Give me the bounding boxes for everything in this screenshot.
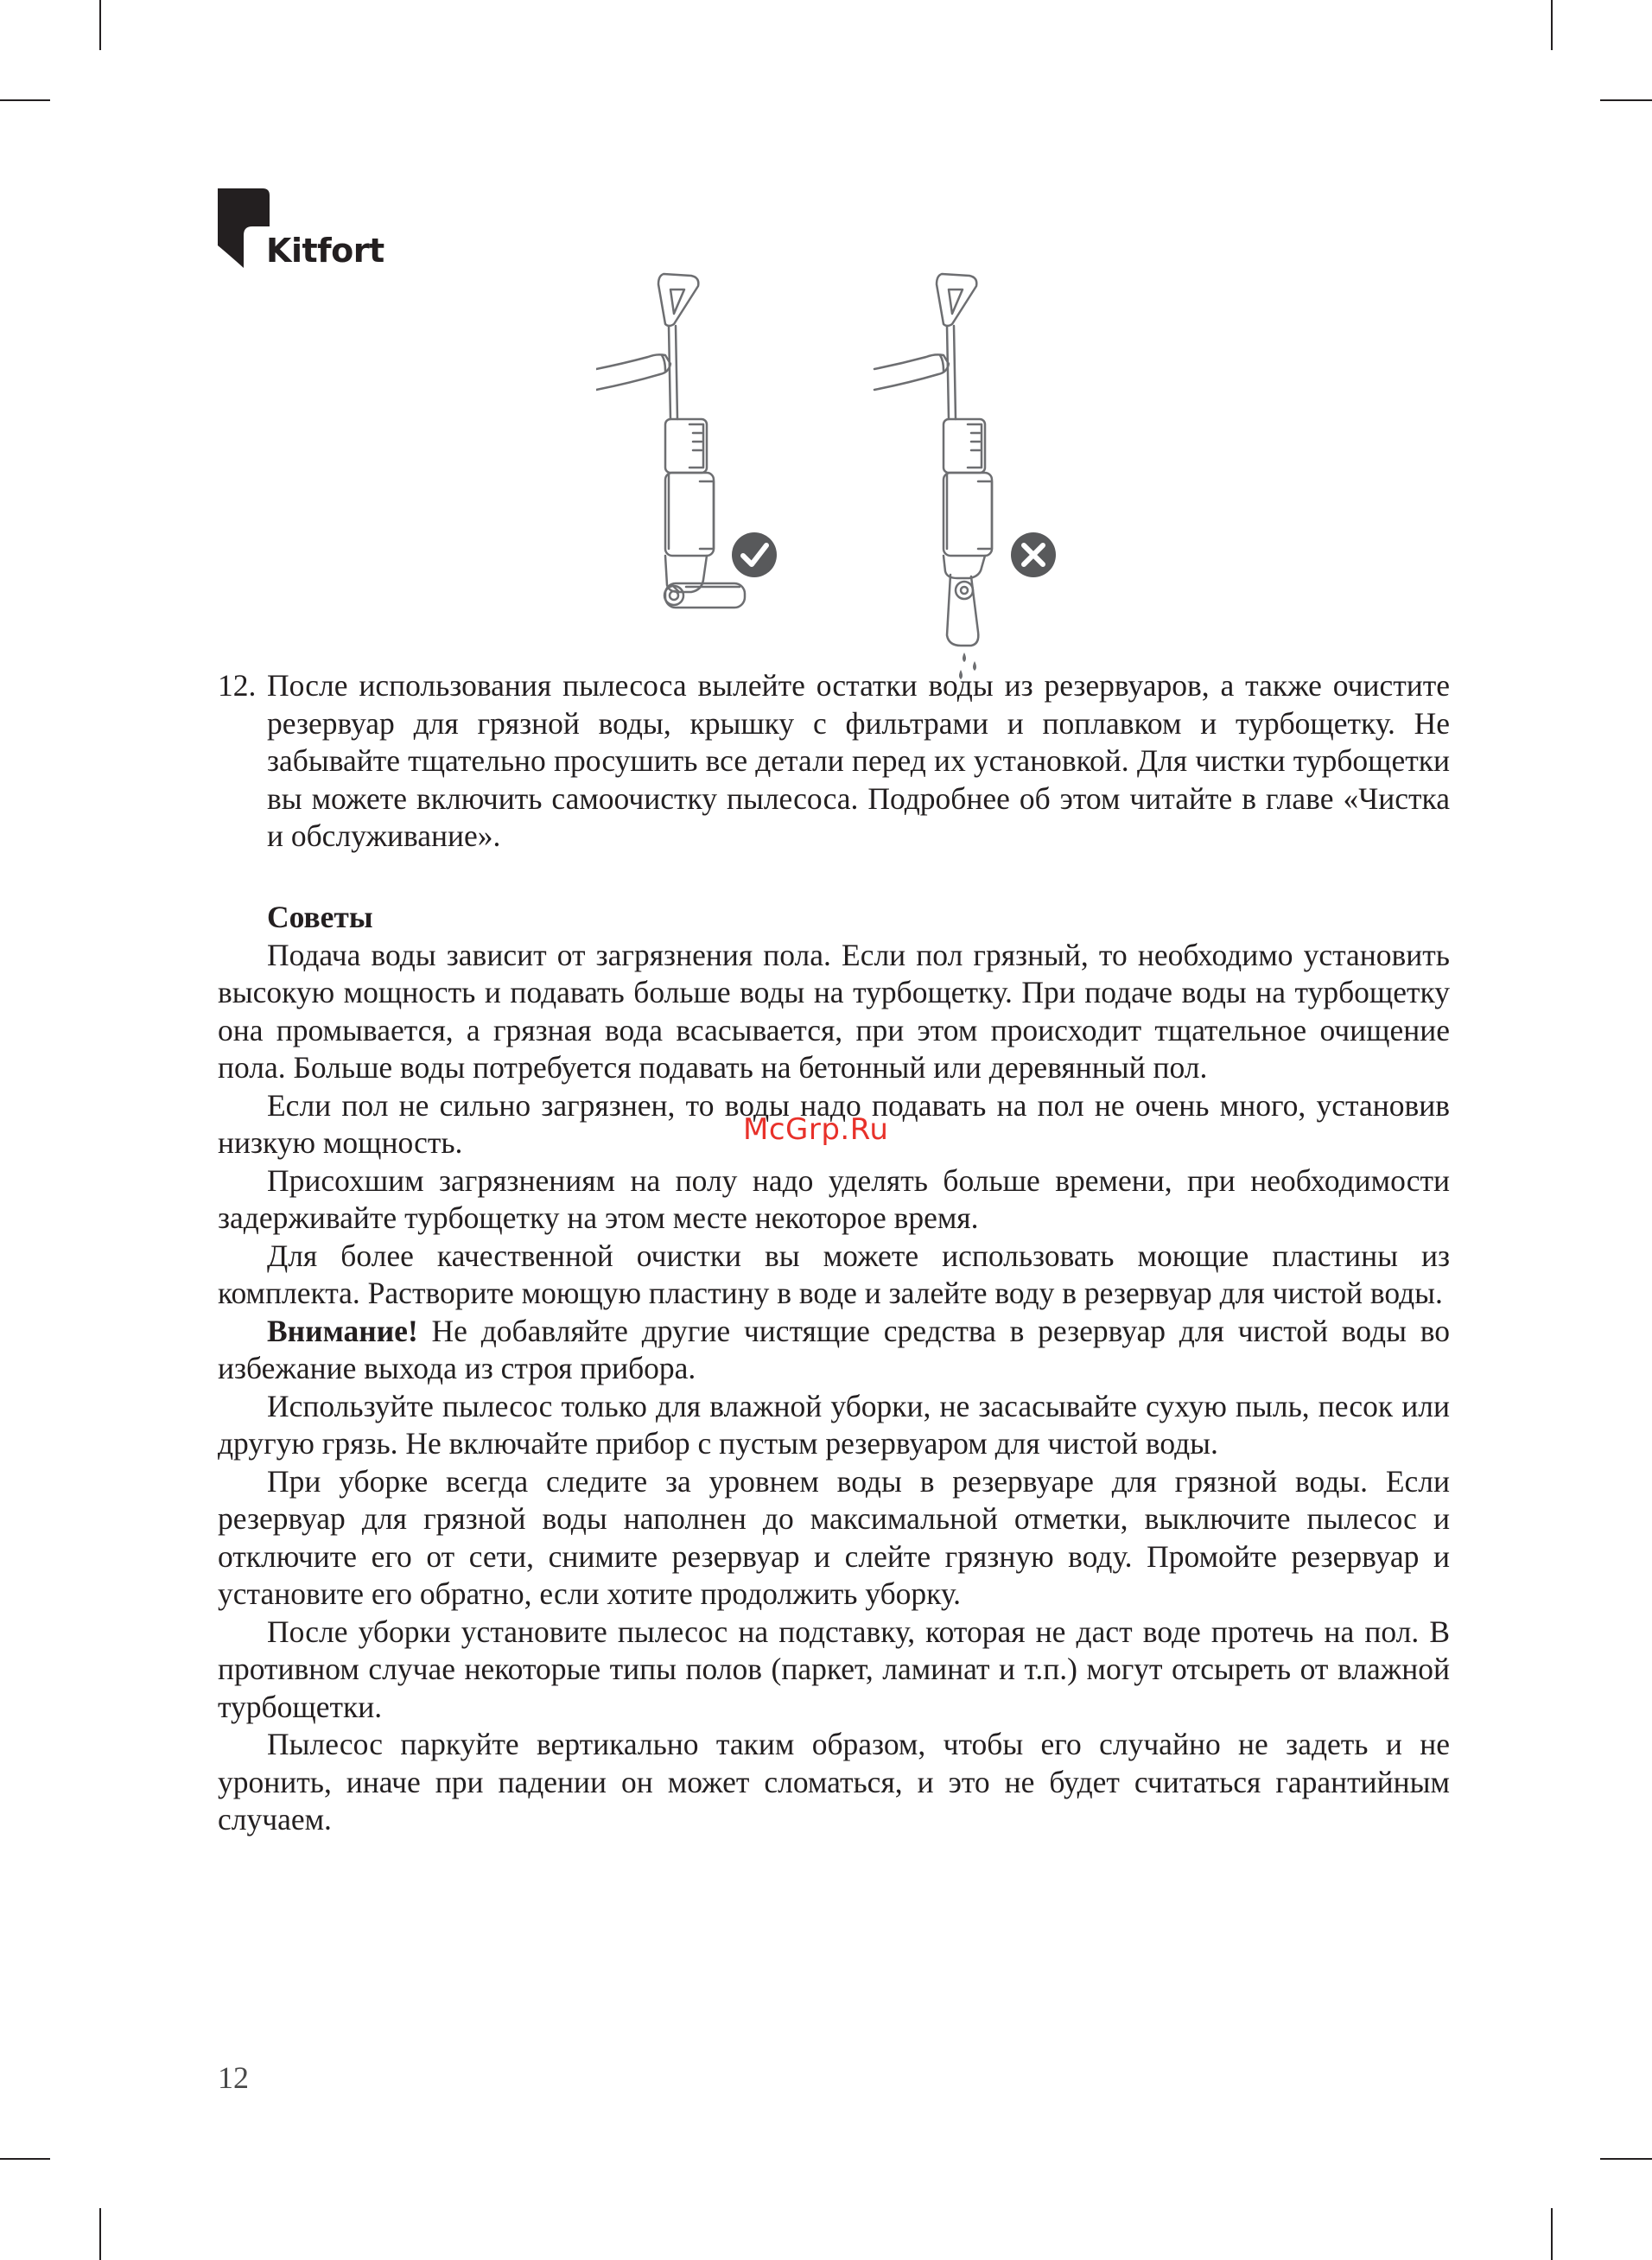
cross-icon [1011, 532, 1056, 577]
tips-paragraph: После уборки установите пылесос на подставку, которая не даст воде протечь на пол. В противном случае некоторые типы полов (паркет, ламинат и т.п.) могут отсыреть от влажной турбощетки. [218, 1614, 1450, 1724]
brand-name: Kitfort [266, 232, 384, 270]
item-text: После использования пылесоса вылейте остатки воды из резервуаров, а также очистите резервуар для грязной воды, крышку с фильтрами и поплавком и турбощетку. Не забывайте тщательно просушить все детали перед их установкой. Для чистки турбощетки вы можете включить самоочистку пылесоса. Подробнее об этом читайте в главе «Чистка и обслуживание». [267, 668, 1450, 853]
crop-mark [99, 2208, 101, 2260]
instruction-item-12 [218, 667, 1450, 856]
kitfort-logo-icon [218, 188, 270, 268]
crop-mark [0, 2158, 50, 2160]
tips-heading: Советы [267, 900, 373, 934]
tips-paragraph: Подача воды зависит от загрязнения пола. Если пол грязный, то необходимо установить высокую мощность и подавать больше воды на турбощетку. При подаче воды на турбощетку она промывается, а грязная вода всасывается, при этом происходит тщательное очищение пола. Больше воды потребуется подавать на бетонный или деревянный пол. [218, 937, 1450, 1085]
tips-paragraph: Если пол не сильно загрязнен, то воды надо подавать на пол не очень много, установив низкую мощность. [218, 1087, 1450, 1160]
tips-warning-paragraph [218, 1313, 1450, 1388]
page-number: 12 [218, 2060, 249, 2095]
item-number: 12. [218, 668, 257, 703]
crop-mark [99, 0, 101, 50]
tips-paragraph: Для более качественной очистки вы можете использовать моющие пластины из комплекта. Растворите моющую пластину в воде и залейте воду в резервуар для чистой воды. [218, 1238, 1450, 1310]
crop-mark [1551, 2208, 1553, 2260]
vacuum-lifted [874, 274, 992, 646]
tips-paragraph: Используйте пылесос только для влажной уборки, не засасывайте сухую пыль, песок или другую грязь. Не включайте прибор с пустым резервуаром для чистой воды. [218, 1388, 1450, 1461]
warning-text: Не добавляйте другие чистящие средства в резервуар для чистой воды во избежание выхода из строя прибора. [218, 1313, 1450, 1385]
crop-mark [1600, 99, 1652, 101]
warning-label: Внимание! [267, 1313, 418, 1348]
watermark: McGrp.Ru [743, 1112, 889, 1147]
vacuum-upright [596, 274, 745, 608]
vacuum-usage-illustration [596, 264, 1080, 687]
crop-mark [0, 99, 50, 101]
tips-section [218, 899, 1450, 1839]
crop-mark [1600, 2158, 1652, 2160]
brand-logo [218, 188, 391, 275]
check-icon [732, 532, 777, 577]
tips-paragraph: При уборке всегда следите за уровнем воды в резервуаре для грязной воды. Если резервуар для грязной воды наполнен до максимальной отметки, выключите пылесос и отключите его от сети, снимите резервуар и слейте грязную воду. Промойте резервуар и установите его обратно, если хотите продолжить уборку. [218, 1463, 1450, 1611]
crop-mark [1551, 0, 1553, 50]
tips-paragraph: Присохшим загрязнениям на полу надо уделять больше времени, при необходимости задерживайте турбощетку на этом месте некоторое время. [218, 1162, 1450, 1235]
tips-paragraph: Пылесос паркуйте вертикально таким образом, чтобы его случайно не задеть и не уронить, иначе при падении он может сломаться, и это не будет считаться гарантийным случаем. [218, 1727, 1450, 1837]
